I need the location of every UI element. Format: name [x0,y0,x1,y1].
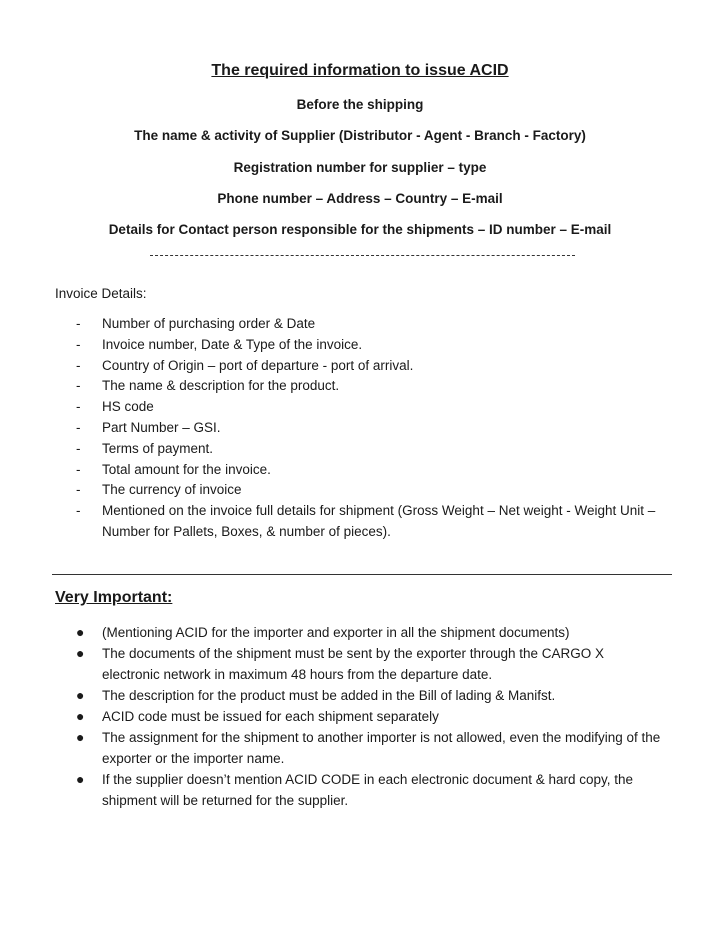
dash-marker: - [76,336,81,352]
dash-marker: - [76,378,81,394]
header-line-contact-person: Details for Contact person responsible for the shipments – ID number – E-mail [108,222,612,237]
list-item [70,439,670,460]
dash-marker: - [76,419,81,435]
list-item-text: Total amount for the invoice. [102,461,271,477]
list-item [70,397,670,418]
list-item-text: The documents of the shipment must be sent by the exporter through the CARGO X electronic network in maximum 48 hours from the departure date. [102,646,605,682]
list-item-text: The name & description for the product. [102,378,340,394]
list-item [72,769,662,811]
list-item [72,727,662,769]
bullet-icon: ● [76,624,85,640]
bullet-icon: ● [76,645,85,661]
list-item [70,335,670,356]
header-line-registration: Registration number for supplier – type [233,160,487,175]
list-item-text: ACID code must be issued for each shipment separately [102,709,439,724]
list-item [70,501,670,543]
header-line-before-shipping: Before the shipping [296,97,424,112]
list-item-text: If the supplier doesn’t mention ACID CODE in each electronic document & hard copy, the shipment will be returned for the supplier. [102,772,634,808]
bullet-icon: ● [76,708,85,724]
list-item [70,480,670,501]
section-divider [52,574,672,575]
list-item-text: The currency of invoice [102,482,242,498]
list-item [72,685,662,706]
dash-marker: - [76,482,81,498]
list-item [70,376,670,397]
list-item [70,418,670,439]
dash-marker: - [76,440,81,456]
very-important-list [72,622,662,811]
bullet-icon: ● [76,771,85,787]
list-item [70,460,670,481]
bullet-icon: ● [76,687,85,703]
dash-marker: - [76,316,81,331]
list-item-text: Part Number – GSI. [102,419,221,435]
list-item-text: The assignment for the shipment to another importer is not allowed, even the modifying of the exporter or the importer name. [102,730,661,766]
list-item-text: The description for the product must be added in the Bill of lading & Manifst. [102,688,556,703]
dash-marker: - [76,461,81,477]
list-item-text: Invoice number, Date & Type of the invoice. [102,336,363,352]
list-item [72,643,662,685]
list-item-text: Terms of payment. [102,440,214,456]
list-item [72,622,662,643]
list-item-text: (Mentioning ACID for the importer and exporter in all the shipment documents) [102,625,570,640]
dashed-divider [150,255,575,256]
invoice-details-list [70,314,670,543]
bullet-icon: ● [76,729,85,745]
header-line-supplier: The name & activity of Supplier (Distributor - Agent - Branch - Factory) [134,128,586,143]
list-item [72,706,662,727]
dash-marker: - [76,357,81,373]
document-title: The required information to issue ACID [211,62,509,79]
list-item-text: Country of Origin – port of departure - port of arrival. [102,357,414,373]
dash-marker: - [76,503,81,519]
invoice-details-heading: Invoice Details: [55,286,147,301]
dash-marker: - [76,399,81,415]
list-item-text: Number of purchasing order & Date [102,316,316,331]
list-item-text: HS code [102,399,154,415]
list-item-text: Mentioned on the invoice full details for shipment (Gross Weight – Net weight - Weight Unit – Number for Pallets, Boxes, & number of pieces). [102,503,656,539]
list-item [70,314,670,335]
header-line-contact: Phone number – Address – Country – E-mail [217,191,503,206]
very-important-heading: Very Important: [55,589,173,606]
list-item [70,356,670,377]
